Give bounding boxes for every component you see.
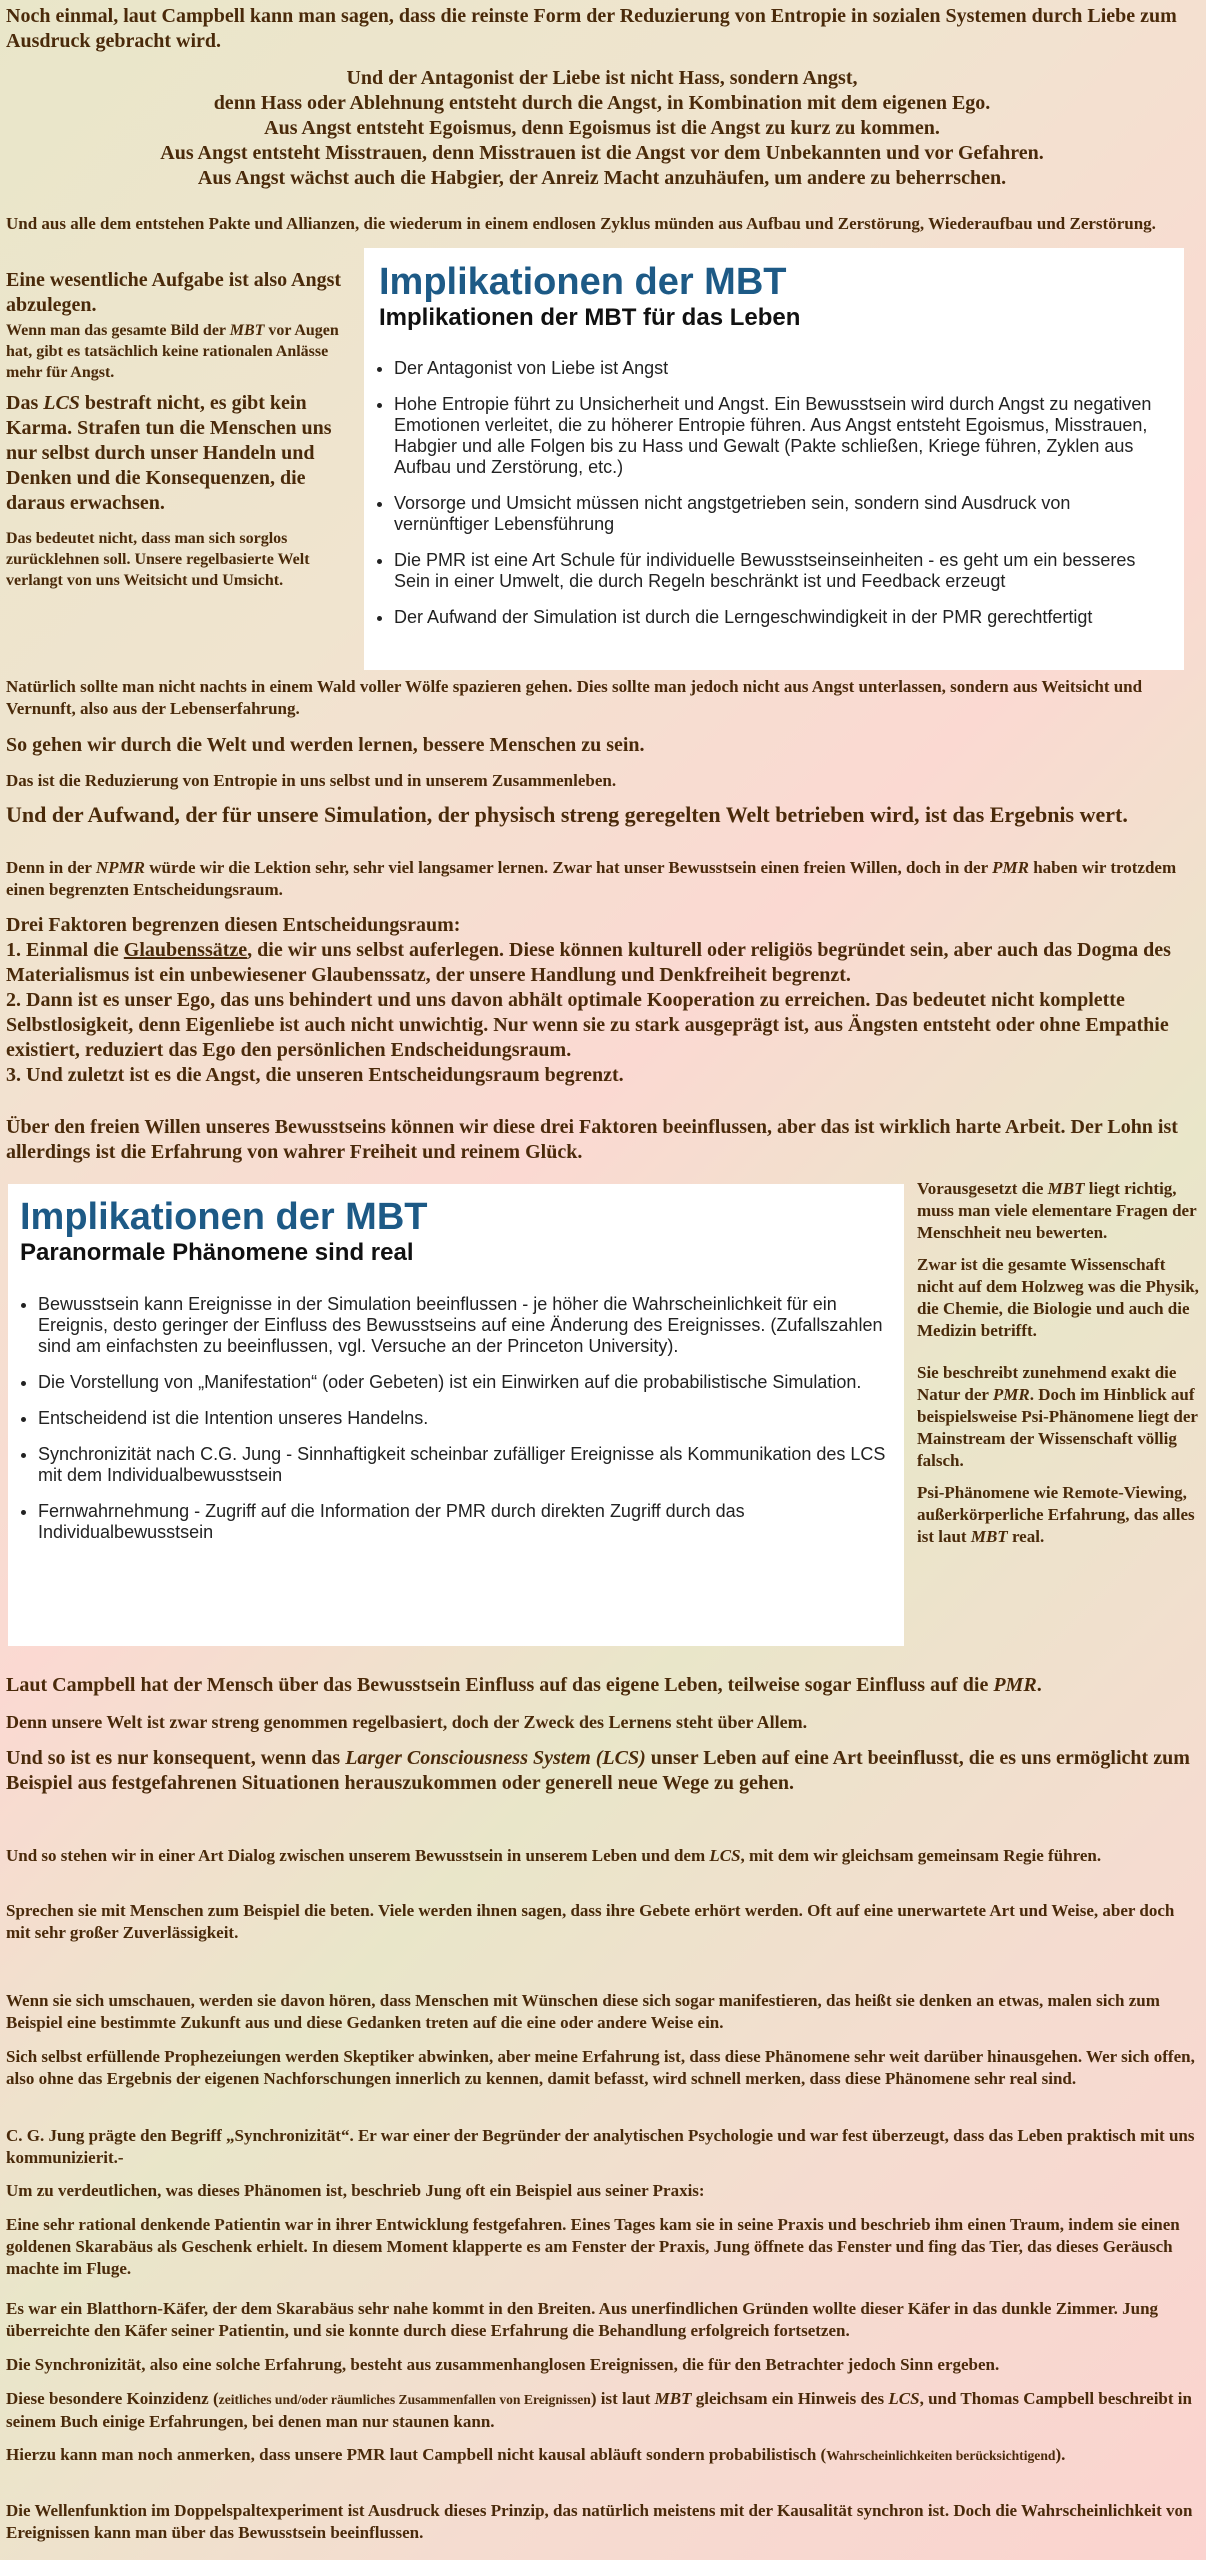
- jung-beispiel-intro: Um zu verdeutlichen, was dieses Phänomen ist, beschrieb Jung oft ein Beispiel aus seiner Praxis:: [6, 2181, 705, 2200]
- center-line: Aus Angst entsteht Egoismus, denn Egoismus ist die Angst zu kurz zu kommen.: [264, 117, 940, 139]
- slide-bullet: • Bewusstsein kann Ereignisse in der Simulation beeinflussen - je höher die Wahrscheinlichkeit für ein Ereignis, desto geringer der Einfluss des Bewusstseins auf eine Änderung des Ereignisses. (Zufallszahlen sind am einfachsten zu beeinflussen, vgl. Versuche an der Princeton University).: [38, 1294, 892, 1357]
- faktoren-intro: Drei Faktoren begrenzen diesen Entscheidungsraum:: [6, 914, 461, 936]
- faktor-3: 3. Und zuletzt ist es die Angst, die unseren Entscheidungsraum begrenzt.: [6, 1064, 624, 1086]
- weitsicht-paragraph: Das bedeutet nicht, dass man sich sorglos zurücklehnen soll. Unsere regelbasierte Welt verlangt von uns Weitsicht und Umsicht.: [6, 530, 310, 589]
- intro-centered-lines: [6, 66, 1198, 191]
- lcs-paragraph: Und so ist es nur konsequent, wenn das Larger Consciousness System (LCS) unser Leben auf eine Art beeinflusst, die es uns ermöglicht zum Beispiel aus festgefahrenen Situationen herauszukommen oder generell neue Wege zu gehen.: [6, 1747, 1190, 1794]
- slide-subtitle: Paranormale Phänomene sind real: [20, 1239, 414, 1266]
- angst-heading: Eine wesentliche Aufgabe ist also Angst abzulegen.: [6, 269, 342, 316]
- manifestation-paragraph: Wenn sie sich umschauen, werden sie davon hören, dass Menschen mit Wünschen diese sich sogar manifestieren, das heißt sie denken an etwas, malen sich zum Beispiel eine bestimmte Zukunft aus und diese Gedanken treten auf die eine oder andere Weise ein.: [6, 1991, 1160, 2032]
- psi-mainstream-paragraph: Sie beschreibt zunehmend exakt die Natur der PMR. Doch im Hinblick auf beispielsweise Psi-Phänomene liegt der Mainstream der Wissenschaft völlig falsch.: [917, 1363, 1198, 1470]
- slide-title: Implikationen der MBT: [20, 1196, 428, 1238]
- faktor-1: 1. Einmal die Glaubenssätze, die wir uns selbst auferlegen. Diese können kulturell oder religiös begründet sein, aber auch das Dogma des Materialismus ist ein unbewiesener Glaubenssatz, der unsere Handlung und Denkfreiheit begrenzt.: [6, 939, 1171, 986]
- slide-bullet: • Vorsorge und Umsicht müssen nicht angstgetrieben sein, sondern sind Ausdruck von vernünftiger Lebensführung: [394, 493, 1156, 535]
- psi-real-paragraph: Psi-Phänomene wie Remote-Viewing, außerkörperliche Erfahrung, das alles ist laut MBT real.: [917, 1483, 1195, 1546]
- slide-paranormal: [8, 1184, 904, 1646]
- bessere-menschen-line: So gehen wir durch die Welt und werden lernen, bessere Menschen zu sein.: [6, 734, 645, 756]
- center-line: Aus Angst entsteht Misstrauen, denn Misstrauen ist die Angst vor dem Unbekannten und vor Gefahren.: [160, 142, 1044, 164]
- center-line: Aus Angst wächst auch die Habgier, der Anreiz Macht anzuhäufen, um andere zu beherrschen.: [197, 167, 1007, 189]
- dialog-paragraph: Und so stehen wir in einer Art Dialog zwischen unserem Bewusstsein in unserem Leben und dem LCS, mit dem wir gleichsam gemeinsam Regie führen.: [6, 1846, 1102, 1865]
- blatthorn-kaefer-paragraph: Es war ein Blatthorn-Käfer, der dem Skarabäus sehr nahe kommt in den Breiten. Aus unerfindlichen Gründen wollte dieser Käfer in das dunkle Zimmer. Jung überreichte den Käfer seiner Patientin, und sie konnte durch diese Erfahrung die Behandlung erfolgreich fortsetzen.: [6, 2299, 1159, 2340]
- slide-bullet: • Fernwahrnehmung - Zugriff auf die Information der PMR durch direkten Zugriff durch das Individualbewusstsein: [38, 1501, 892, 1543]
- aufwand-line: Und der Aufwand, der für unsere Simulation, der physisch streng geregelten Welt betrieben wird, ist das Ergebnis wert.: [6, 802, 1128, 827]
- wissenschaft-paragraph: Zwar ist die gesamte Wissenschaft nicht auf dem Holzweg was die Physik, die Chemie, die Biologie und auch die Medizin betrifft.: [917, 1255, 1199, 1340]
- mbt-paragraph: Wenn man das gesamte Bild der MBT vor Augen hat, gibt es tatsächlich keine rationalen Anlässe mehr für Angst.: [6, 322, 339, 381]
- slide-bullet-list: [8, 1294, 904, 1543]
- synchronizitaet-definition: Die Synchronizität, also eine solche Erfahrung, besteht aus zusammenhanglosen Ereignissen, die für den Betrachter jedoch Sinn ergeben.: [6, 2355, 1000, 2374]
- vorausgesetzt-paragraph: Vorausgesetzt die MBT liegt richtig, muss man viele elementare Fragen der Menschheit neu bewerten.: [917, 1179, 1197, 1242]
- probabilistisch-paragraph: Hierzu kann man noch anmerken, dass unsere PMR laut Campbell nicht kausal abläuft sondern probabilistisch (Wahrscheinlichkeiten berücksichtigend).: [6, 2445, 1066, 2464]
- slide-bullet: • Die Vorstellung von „Manifestation“ (oder Gebeten) ist ein Einwirken auf die probabilistische Simulation.: [38, 1372, 892, 1393]
- npmr-paragraph: Denn in der NPMR würde wir die Lektion sehr, sehr viel langsamer lernen. Zwar hat unser Bewusstsein einen freien Willen, doch in der PMR haben wir trotzdem einen begrenzten Entscheidungsraum.: [6, 858, 1177, 899]
- slide-subtitle: Implikationen der MBT für das Leben: [379, 304, 801, 331]
- jung-synchronizitaet-paragraph: C. G. Jung prägte den Begriff „Synchronizität“. Er war einer der Begründer der analytischen Psychologie und war fest überzeugt, dass das Leben praktisch mit uns kommunizierit.-: [6, 2126, 1195, 2167]
- center-line: denn Hass oder Ablehnung entsteht durch die Angst, in Kombination mit dem eigenen Ego.: [213, 92, 991, 114]
- zweck-lernens-line: Denn unsere Welt ist zwar streng genommen regelbasiert, doch der Zweck des Lernens steht über Allem.: [6, 1712, 808, 1732]
- lcs-karma-paragraph: Das LCS bestraft nicht, es gibt kein Karma. Strafen tun die Menschen uns nur selbst durch unser Handeln und Denken und die Konsequenzen, die daraus erwachsen.: [6, 392, 332, 514]
- center-line: Und der Antagonist der Liebe ist nicht Hass, sondern Angst,: [346, 67, 858, 89]
- faktor-2: 2. Dann ist es unser Ego, das uns behindert und uns davon abhält optimale Kooperation zu erreichen. Das bedeutet nicht komplette Selbstlosigkeit, denn Eigenliebe ist auch nicht unwichtig. Nur wenn sie zu stark ausgeprägt ist, aus Ängsten entsteht oder ohne Empathie existiert, reduziert das Ego den persönlichen Endscheidungsraum.: [6, 989, 1169, 1061]
- slide-bullet: • Hohe Entropie führt zu Unsicherheit und Angst. Ein Bewusstsein wird durch Angst zu negativen Emotionen verleitet, die zu höherer Entropie führen. Aus Angst entsteht Egoismus, Misstrauen, Habgier und alle Folgen bis zu Hass und Gewalt (Pakte schließen, Kriege führen, Zyklen aus Aufbau und Zerstörung, etc.): [394, 394, 1156, 478]
- doppelspalt-paragraph: Die Wellenfunktion im Doppelspaltexperiment ist Ausdruck dieses Prinzip, das natürlich meistens mit der Kausalität synchron ist. Doch die Wahrscheinlichkeit von Ereignissen kann man über das Bewusstsein beeinflussen.: [6, 2501, 1193, 2542]
- woelfe-paragraph: Natürlich sollte man nicht nachts in einem Wald voller Wölfe spazieren gehen. Dies sollte man jedoch nicht aus Angst unterlassen, sondern aus Weitsicht und Vernunft, also aus der Lebenserfahrung.: [6, 677, 1143, 718]
- koinzidenz-paragraph: Diese besondere Koinzidenz (zeitliches und/oder räumliches Zusammenfallen von Ereignissen) ist laut MBT gleichsam ein Hinweis des LCS, und Thomas Campbell beschreibt in seinem Buch einige Erfahrungen, bei denen man nur staunen kann.: [6, 2389, 1192, 2431]
- slide-bullet: • Synchronizität nach C.G. Jung - Sinnhaftigkeit scheinbar zufälliger Ereignisse als Kommunikation des LCS mit dem Individualbewusstsein: [38, 1444, 892, 1486]
- slide-bullet: • Der Aufwand der Simulation ist durch die Lerngeschwindigkeit in der PMR gerechtfertigt: [394, 607, 1156, 628]
- slide-bullet: • Entscheidend ist die Intention unseres Handelns.: [38, 1408, 892, 1429]
- gebete-paragraph: Sprechen sie mit Menschen zum Beispiel die beten. Viele werden ihnen sagen, dass ihre Gebete erhört werden. Oft auf eine unerwartete Art und Weise, aber doch mit sehr großer Zuverlässigkeit.: [6, 1901, 1175, 1942]
- slide-bullet: • Der Antagonist von Liebe ist Angst: [394, 358, 1156, 379]
- entropie-line: Das ist die Reduzierung von Entropie in uns selbst und in unserem Zusammenleben.: [6, 771, 617, 790]
- slide-mbt-life: [364, 248, 1184, 670]
- freier-wille-paragraph: Über den freien Willen unseres Bewusstseins können wir diese drei Faktoren beeinflussen, aber das ist wirklich harte Arbeit. Der Lohn ist allerdings ist die Erfahrung von wahrer Freiheit und reinem Glück.: [6, 1116, 1178, 1163]
- slide-title: Implikationen der MBT: [379, 261, 787, 303]
- right-column-2: [917, 1178, 1203, 1548]
- drei-faktoren-block: [6, 913, 1198, 1088]
- intro-paragraph-2: Und aus alle dem entstehen Pakte und Allianzen, die wiederum in einem endlosen Zyklus münden aus Aufbau und Zerstörung, Wiederaufbau und Zerstörung.: [6, 214, 1156, 233]
- slide-bullet: • Die PMR ist eine Art Schule für individuelle Bewusstseinseinheiten - es geht um ein besseres Sein in einer Umwelt, die durch Regeln beschränkt ist und Feedback erzeugt: [394, 550, 1156, 592]
- slide-bullet-list: [364, 358, 1184, 628]
- intro-paragraph-1: Noch einmal, laut Campbell kann man sagen, dass die reinste Form der Reduzierung von Entropie in sozialen Systemen durch Liebe zum Ausdruck gebracht wird.: [6, 5, 1177, 52]
- skarabaeus-paragraph: Eine sehr rational denkende Patientin war in ihrer Entwicklung festgefahren. Eines Tages kam sie in seine Praxis und beschrieb ihm einen Traum, indem sie einen goldenen Skarabäus als Geschenk erhielt. In diesem Moment klapperte es am Fenster der Praxis, Jung öffnete das Fenster und fing das Tier, das dieses Geräusch machte im Fluge.: [6, 2215, 1180, 2278]
- prophezeiungen-paragraph: Sich selbst erfüllende Prophezeiungen werden Skeptiker abwinken, aber meine Erfahrung ist, dass diese Phänomene sehr weit darüber hinausgehen. Wer sich offen, also ohne das Ergebnis der eigenen Nachforschungen innerlich zu kennen, damit befasst, wird schnell merken, dass diese Phänomene sehr real sind.: [6, 2047, 1195, 2088]
- left-column-1: [6, 268, 358, 591]
- campbell-einfluss-line: Laut Campbell hat der Mensch über das Bewusstsein Einfluss auf das eigene Leben, teilweise sogar Einfluss auf die PMR.: [6, 1674, 1042, 1696]
